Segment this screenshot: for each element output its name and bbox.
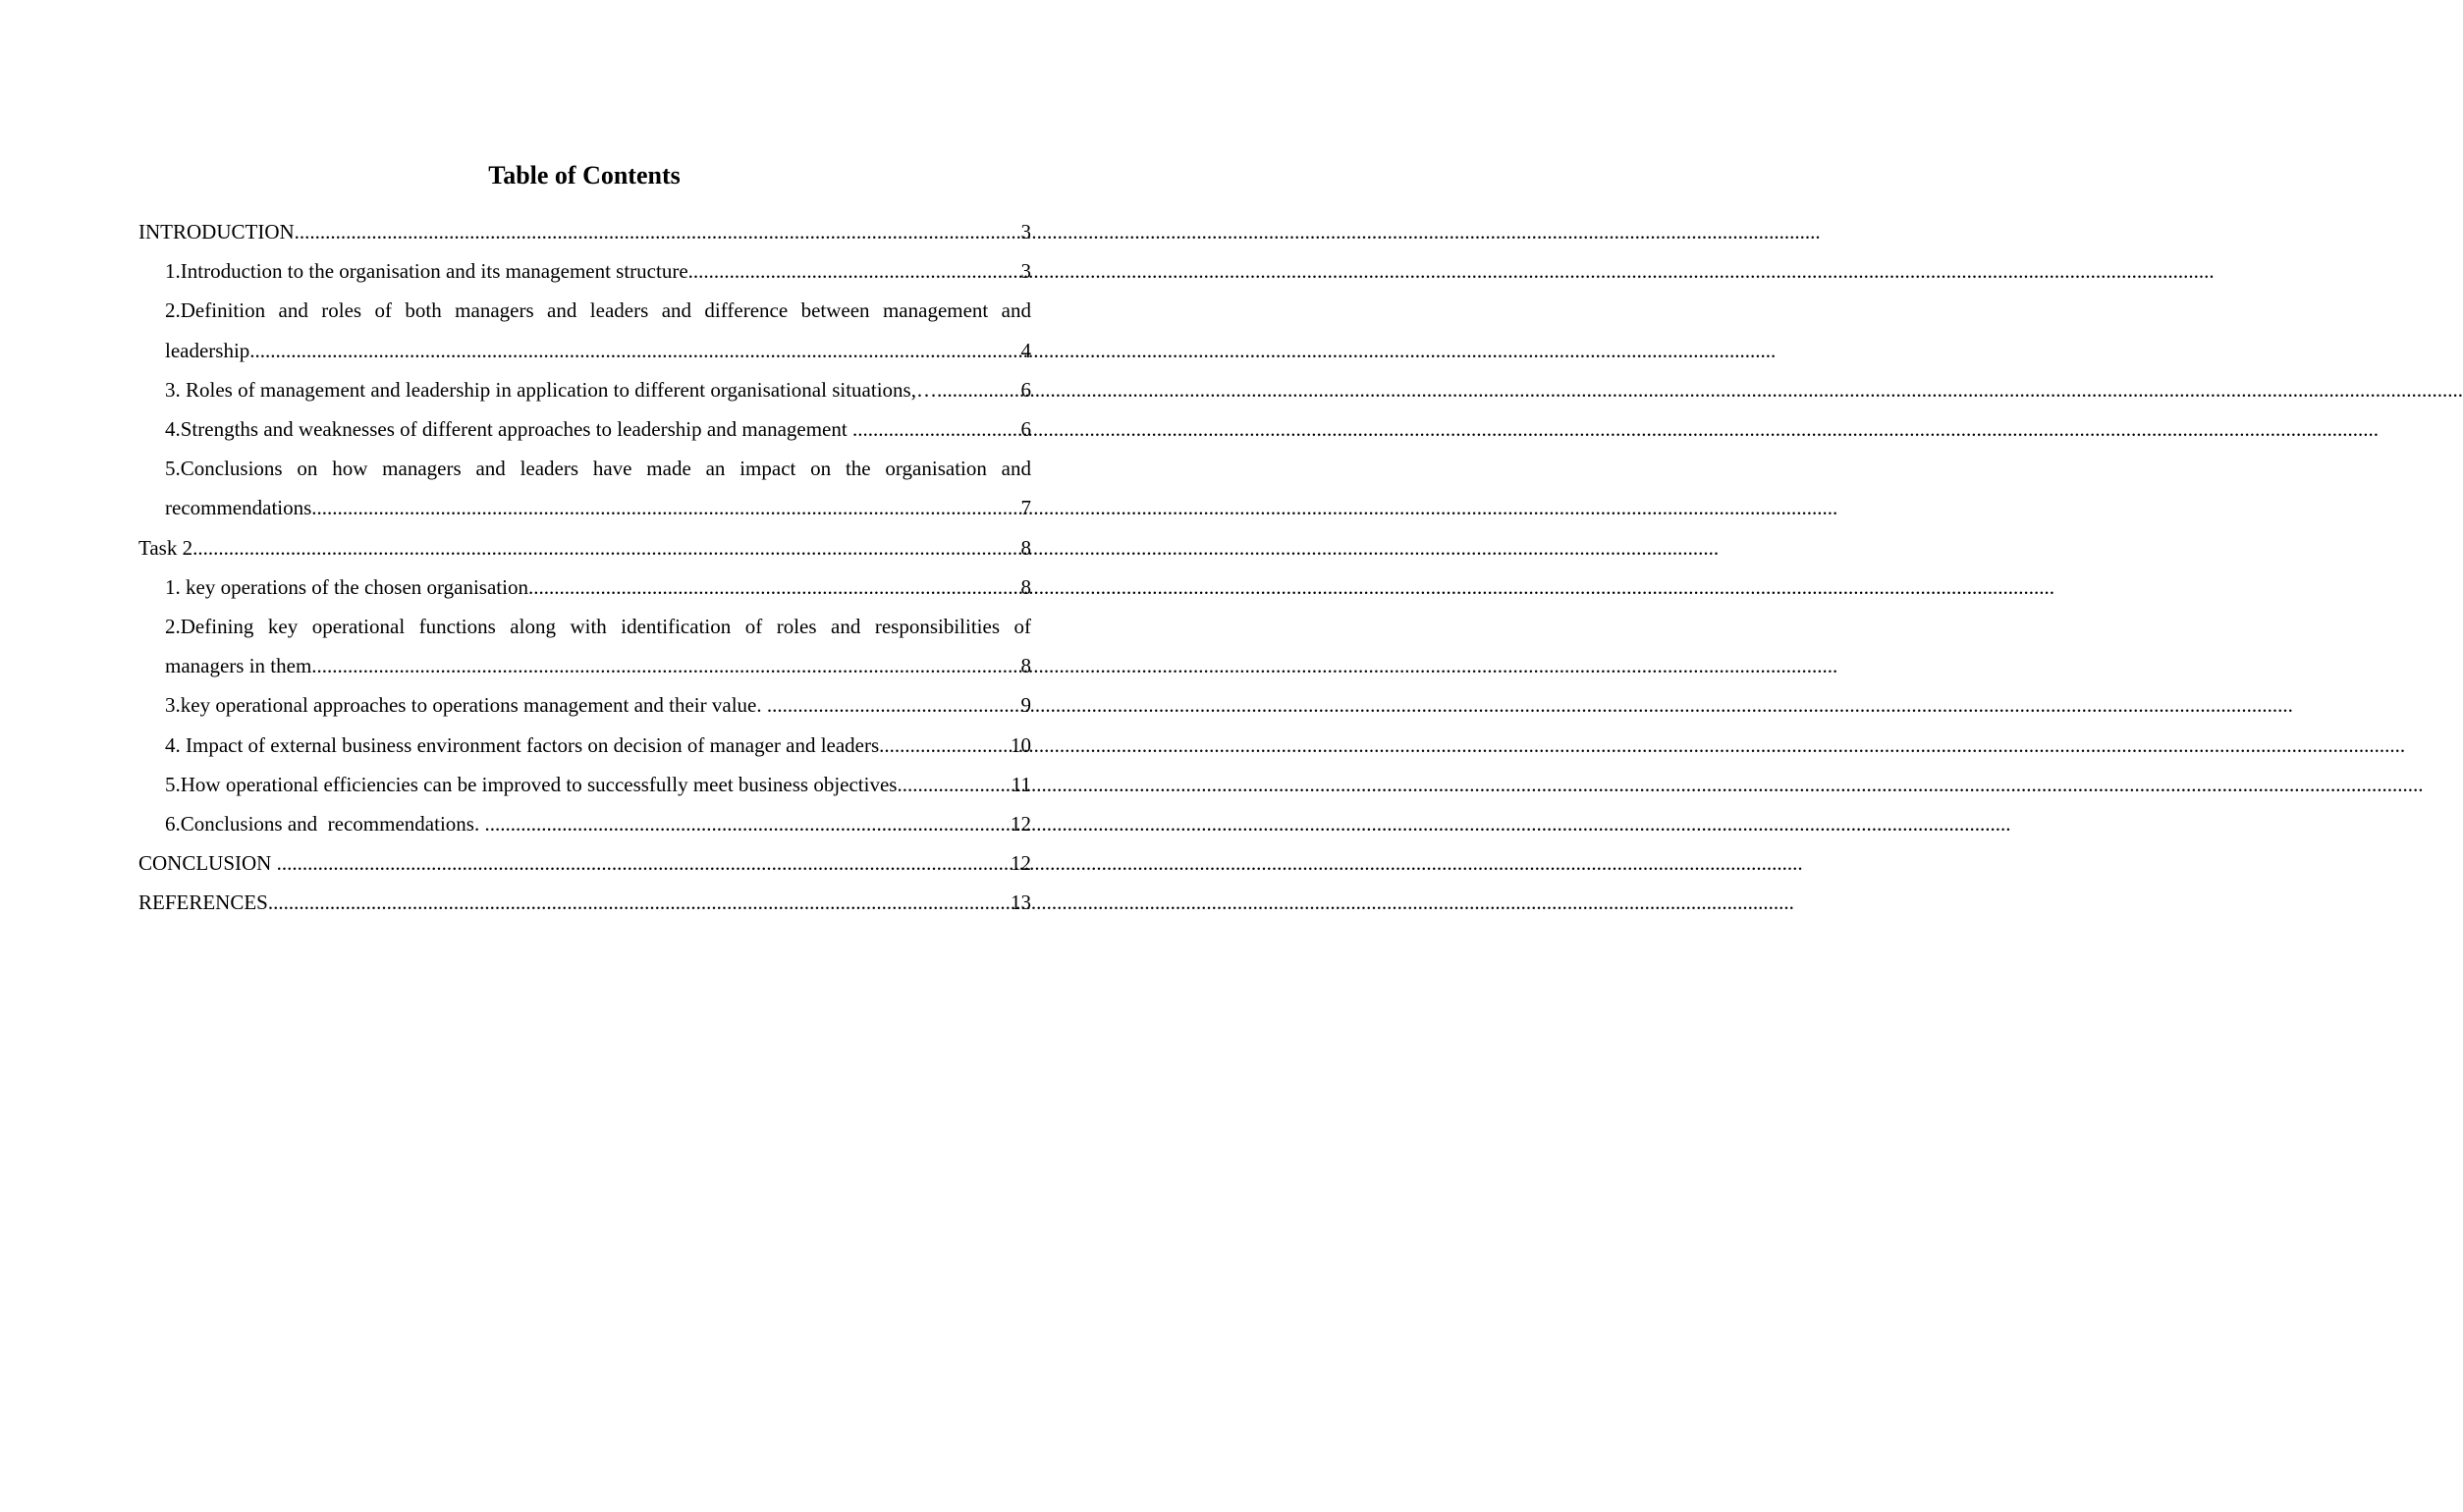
- toc-entry-row: [165, 804, 1031, 843]
- toc-page-number: 7: [1020, 496, 1031, 520]
- toc-entry[interactable]: [165, 251, 1031, 291]
- toc-entry[interactable]: [165, 567, 1031, 607]
- toc-entry-row: [165, 488, 1031, 527]
- toc-dot-leader: [688, 251, 1021, 291]
- toc-entry-row: [165, 765, 1031, 804]
- toc-entry[interactable]: [165, 685, 1031, 725]
- toc-dot-leader: [249, 331, 1020, 370]
- toc-entry[interactable]: [138, 883, 1031, 922]
- toc-page-number: 12: [1011, 851, 1031, 876]
- toc-entry-text: leadership: [165, 338, 250, 362]
- toc-page-number: 11: [1011, 772, 1031, 796]
- toc-entry-text: 3. Roles of management and leadership in application to different organisational situations,…: [165, 377, 937, 402]
- toc-page-number: 3: [1020, 220, 1031, 243]
- toc-page-number: 3: [1020, 259, 1031, 284]
- toc-entry-text: CONCLUSION: [138, 851, 277, 876]
- toc-dot-leader: [311, 488, 1020, 527]
- toc-entry-row: [138, 528, 1031, 567]
- document-page: [0, 0, 1169, 1512]
- toc-page-number: 6: [1020, 377, 1031, 402]
- toc-entry[interactable]: [138, 843, 1031, 883]
- toc-dot-leader: [277, 843, 1011, 883]
- toc-entry[interactable]: [165, 804, 1031, 843]
- toc-entry-row: [138, 883, 1031, 922]
- toc-entry-text: REFERENCES: [138, 891, 268, 915]
- toc-entry-lead-text: 5.Conclusions on how managers and leaders have made an impact on the organisation and: [165, 457, 1031, 481]
- toc-entry[interactable]: [165, 726, 1031, 765]
- toc-entry-row: [138, 843, 1031, 883]
- toc-entry[interactable]: [165, 291, 1031, 369]
- toc-entry-row: [165, 726, 1031, 765]
- toc-entry-text: 5.How operational efficiencies can be improved to successfully meet business objectives: [165, 772, 898, 796]
- toc-entry-text: managers in them: [165, 654, 312, 678]
- toc-entry[interactable]: [165, 607, 1031, 685]
- toc-entry-text: 1.Introduction to the organisation and its management structure: [165, 259, 688, 284]
- toc-entry[interactable]: [165, 370, 1031, 409]
- toc-dot-leader: [484, 804, 1011, 843]
- toc-dot-leader: [311, 646, 1020, 685]
- toc-entry[interactable]: [138, 212, 1031, 251]
- toc-page-number: 8: [1020, 654, 1031, 678]
- toc-dot-leader: [192, 528, 1020, 567]
- toc-entry-row: [165, 685, 1031, 725]
- toc-title: Table of Contents: [488, 161, 681, 189]
- toc-entry-text: Task 2: [138, 535, 193, 560]
- toc-dot-leader: [268, 883, 1011, 922]
- toc-entry[interactable]: [165, 765, 1031, 804]
- toc-entry[interactable]: [165, 449, 1031, 527]
- toc-page-number: 4: [1020, 338, 1031, 362]
- toc-dot-leader: [897, 765, 1011, 804]
- toc-page-number: 6: [1020, 417, 1031, 442]
- toc-entry-row: [165, 370, 1031, 409]
- table-of-contents: [138, 212, 1031, 923]
- toc-page-number: 9: [1020, 693, 1031, 718]
- toc-page-number: 12: [1011, 812, 1031, 837]
- toc-dot-leader: [852, 409, 1021, 449]
- toc-entry-lead-text: 2.Definition and roles of both managers and leaders and difference between management and: [165, 298, 1031, 323]
- toc-entry-text: 3.key operational approaches to operations management and their value.: [165, 693, 767, 718]
- toc-entry-text: 6.Conclusions and recommendations.: [165, 812, 485, 837]
- toc-dot-leader: [767, 685, 1021, 725]
- toc-entry-row: [165, 646, 1031, 685]
- toc-page-number: 8: [1020, 535, 1031, 560]
- toc-entry-text: INTRODUCTION: [138, 220, 295, 243]
- toc-entry-row: [165, 409, 1031, 449]
- toc-entry-text: 4.Strengths and weaknesses of different approaches to leadership and management: [165, 417, 852, 442]
- toc-entry-row: [138, 212, 1031, 251]
- toc-entry-text: recommendations: [165, 496, 312, 520]
- toc-entry-text: 1. key operations of the chosen organisation: [165, 574, 528, 599]
- toc-dot-leader: [295, 212, 1021, 251]
- toc-page-number: 13: [1011, 891, 1031, 915]
- toc-dot-leader: [528, 567, 1021, 607]
- toc-dot-leader: [879, 726, 1011, 765]
- toc-entry[interactable]: [138, 528, 1031, 567]
- toc-dot-leader: [937, 370, 1021, 409]
- toc-entry-row: [165, 251, 1031, 291]
- toc-page-number: 8: [1020, 574, 1031, 599]
- toc-entry-lead-text: 2.Defining key operational functions along with identification of roles and responsibilities of: [165, 615, 1031, 639]
- toc-entry-text: 4. Impact of external business environment factors on decision of manager and leaders: [165, 732, 880, 757]
- toc-entry-row: [165, 331, 1031, 370]
- toc-entry-row: [165, 567, 1031, 607]
- toc-entry[interactable]: [165, 409, 1031, 449]
- toc-page-number: 10: [1011, 732, 1031, 757]
